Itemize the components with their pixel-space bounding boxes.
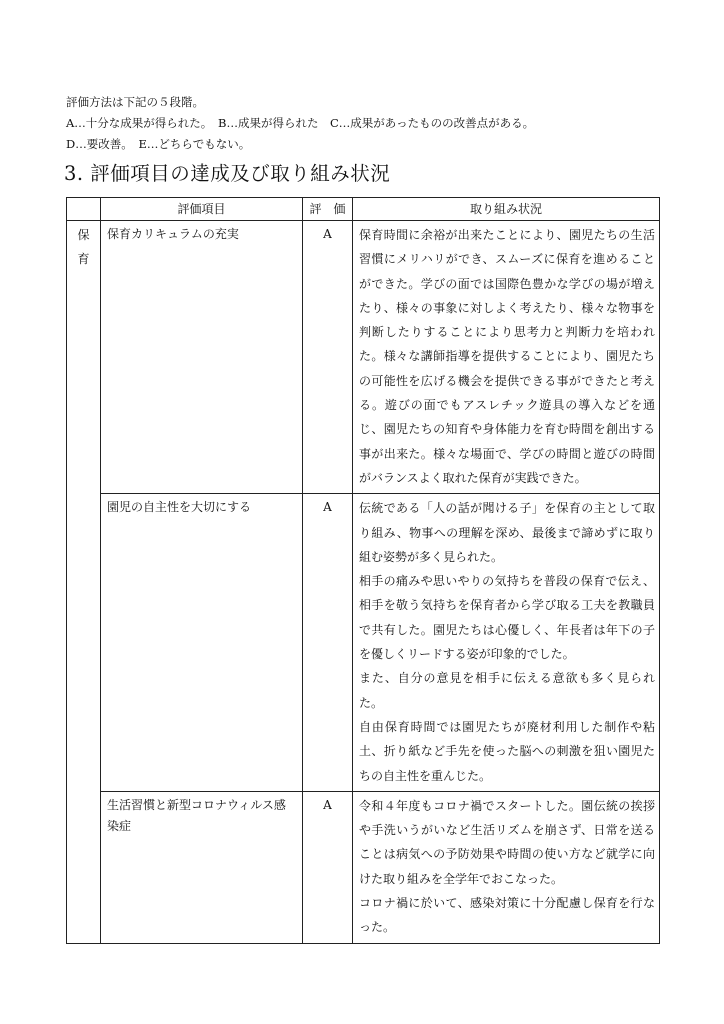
evaluation-item: 園児の自主性を大切にする (101, 494, 303, 792)
table-header-row (67, 198, 660, 221)
status-paragraph: 保育時間に余裕が出来たことにより、園児たちの生活習慣にメリハリができ、スムーズに保育を進めることができた。学びの面では国際色豊かな学びの場が増えたり、様々の事象に対しよく考えたり、様々な物事を判断したりすることにより思考力と判断力を培われた。様々な講師指導を提供することにより、園児たちの可能性を広げる機会を提供できる事ができたと考える。遊びの面でもアスレチック遊具の導入などを通じ、園児たちの知育や身体能力を育む時間を創出する事が出来た。様々な場面で、学びの時間と遊びの時間がバランスよく取れた保育が実践できた。 (359, 228, 655, 485)
intro-line-grades-d-e: D…要改善。 E…どちらでもない。 (66, 137, 251, 151)
category-cell (67, 221, 101, 944)
status-paragraph: 伝統である「人の話が聞ける子」を保育の主として取り組み、物事への理解を深め、最後まで諦めずに取り組む姿勢が多く見られた。 (359, 501, 655, 564)
status-cell (353, 221, 660, 494)
intro-line-method: 評価方法は下記の５段階。 (66, 95, 204, 109)
category-char: 育 (77, 252, 90, 266)
evaluation-item: 生活習慣と新型コロナウィルス感染症 (101, 791, 303, 943)
evaluation-table (66, 197, 660, 944)
section-title: 3. 評価項目の達成及び取り組み状況 (64, 162, 391, 185)
status-paragraph: コロナ禍に於いて、感染対策に十分配慮し保育を行なった。 (359, 896, 655, 935)
table-row (67, 221, 660, 494)
evaluation-item: 保育カリキュラムの充実 (101, 221, 303, 494)
status-paragraph: 相手の痛みや思いやりの気持ちを普段の保育で伝え、相手を敬う気持ちを保育者から学び取る工夫を教職員で共有した。園児たちは心優しく、年長者は年下の子を優しくリードする姿が印象的でした。 (359, 574, 655, 662)
table-row (67, 494, 660, 792)
intro-line-grades-a-c: A…十分な成果が得られた。 B…成果が得られた C…成果があったものの改善点がある。 (66, 116, 535, 130)
status-paragraph: 令和４年度もコロナ禍でスタートした。園伝統の挨拶や手洗いうがいなど生活リズムを崩さず、日常を送ることは病気への予防効果や時間の使い方など就学に向けた取り組みを全学年でおこなった。 (359, 798, 655, 886)
evaluation-method-intro (66, 92, 686, 155)
header-evaluation-item: 評価項目 (101, 198, 303, 221)
header-category (67, 198, 101, 221)
grade-value: A (303, 221, 353, 494)
header-grade: 評 価 (303, 198, 353, 221)
header-status: 取り組み状況 (353, 198, 660, 221)
table-row (67, 791, 660, 943)
status-cell (353, 494, 660, 792)
category-char: 保 (77, 228, 90, 242)
grade-value: A (303, 791, 353, 943)
status-paragraph: また、自分の意見を相手に伝える意欲も多く見られた。 (359, 671, 655, 710)
grade-value: A (303, 494, 353, 792)
status-cell (353, 791, 660, 943)
status-paragraph: 自由保育時間では園児たちが廃材利用した制作や粘土、折り紙など手先を使った脳への刺激を狙い園児たちの自主性を重んじた。 (359, 719, 655, 783)
